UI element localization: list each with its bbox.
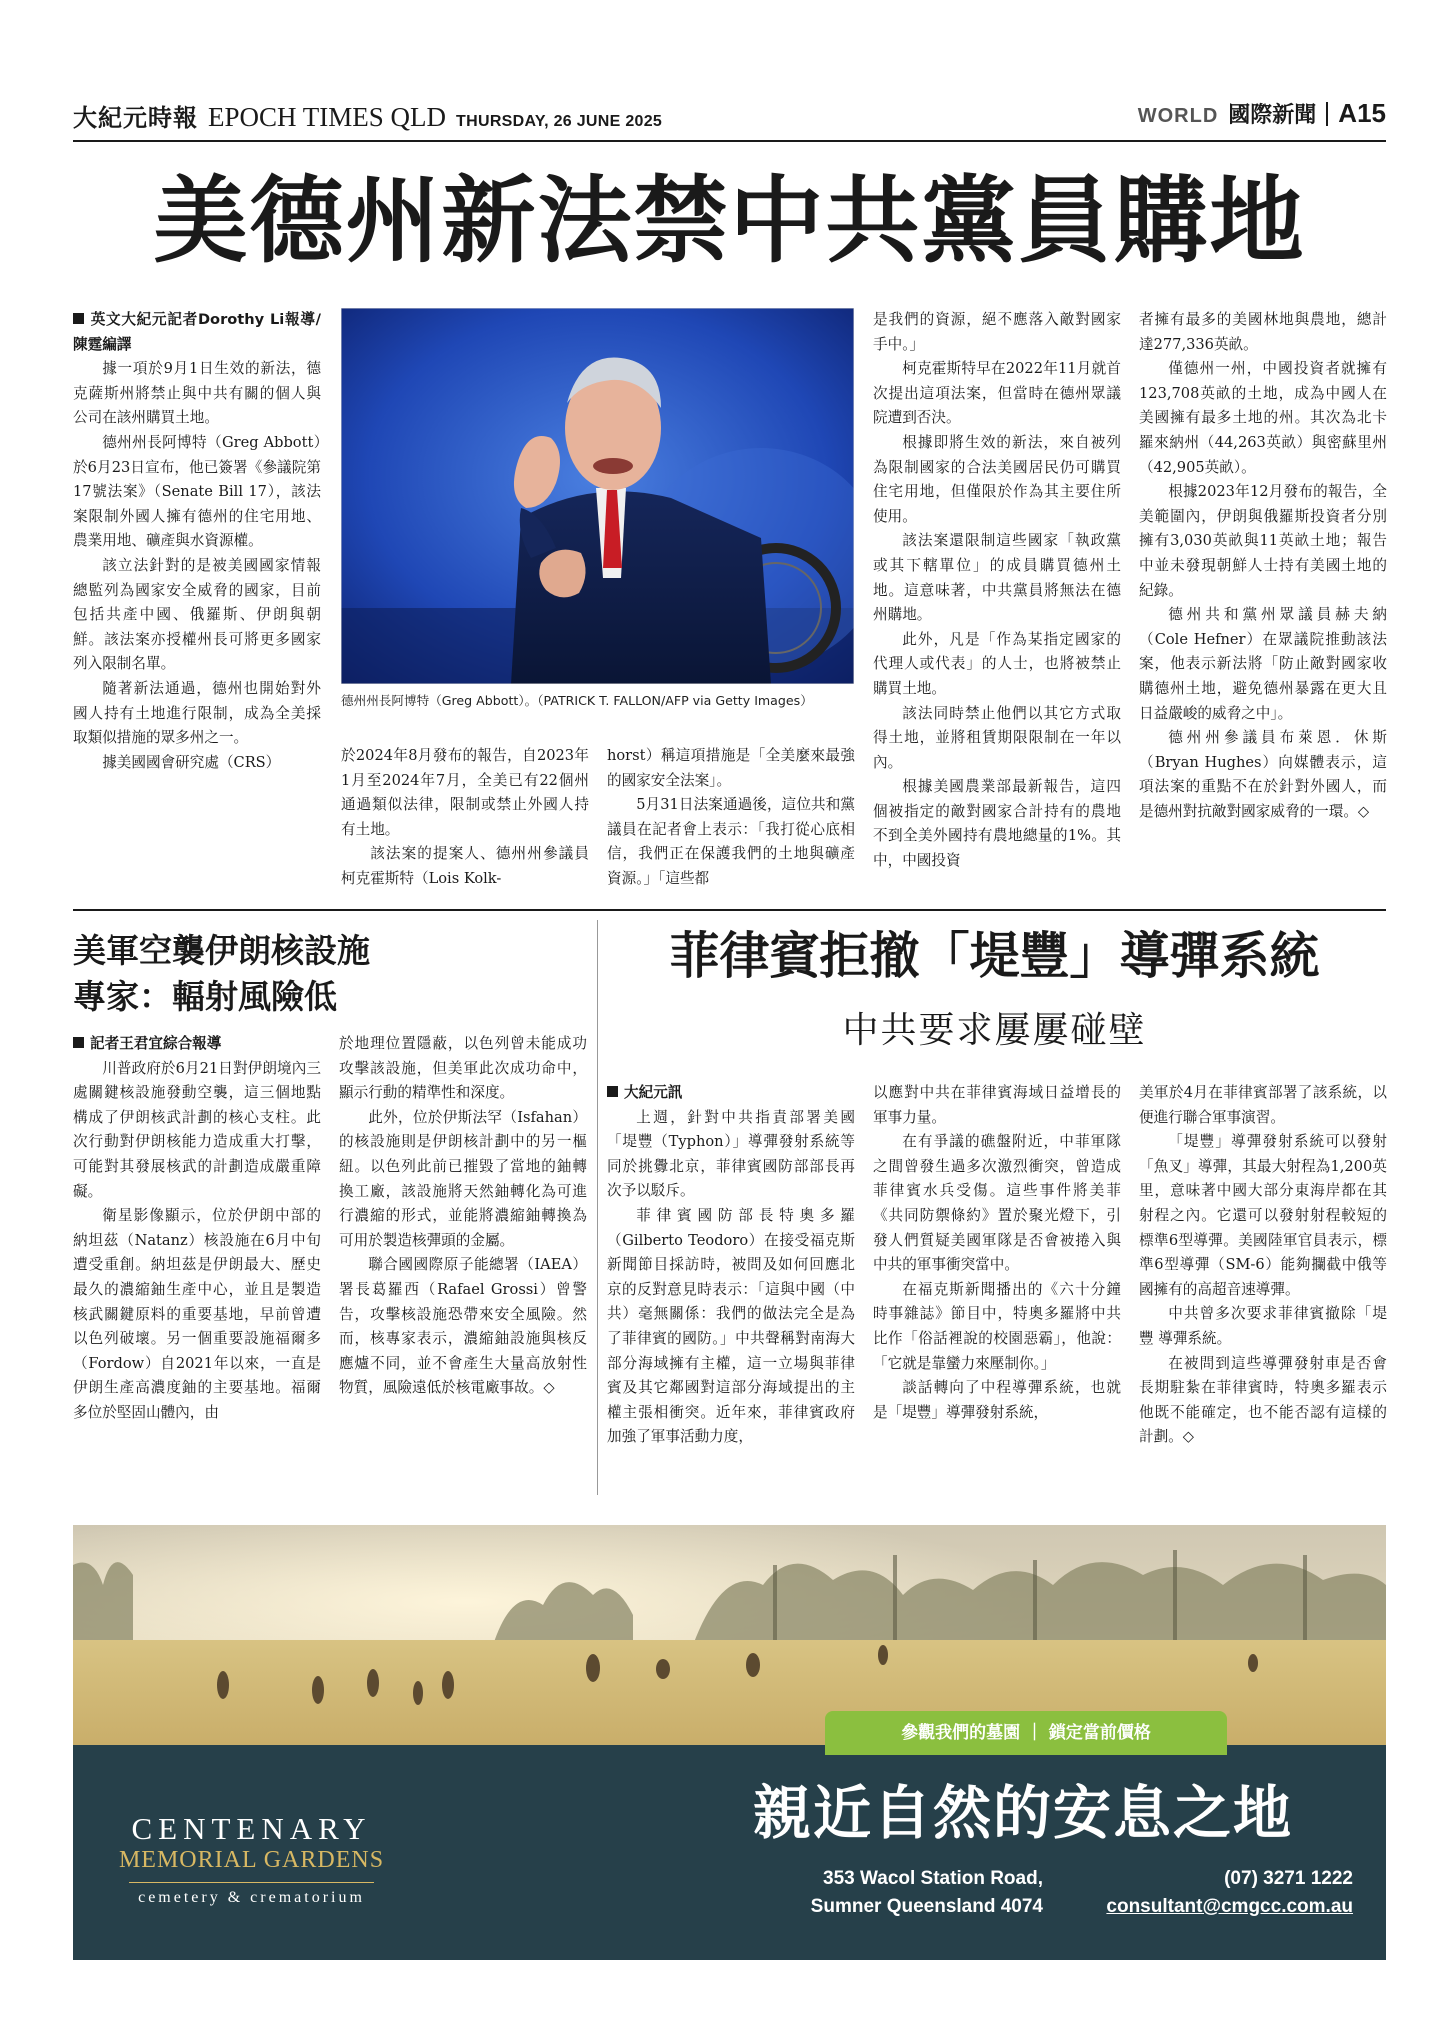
byline-square-icon	[607, 1086, 618, 1097]
article1-column-4	[873, 308, 1121, 874]
column-divider	[597, 920, 598, 1495]
ad-visit-banner[interactable]: 參觀我們的墓園 ｜ 鎖定當前價格	[825, 1711, 1227, 1755]
ad-logo-centenary: CENTENARY	[131, 1811, 372, 1846]
ad-logo-subtitle: cemetery & crematorium	[138, 1889, 365, 1906]
ad-phone[interactable]: (07) 3271 1222	[1224, 1868, 1353, 1889]
paragraph: 德州州參議員布萊恩．休斯（Bryan Hughes）向媒體表示，這項法案的重點不在於針對外國人，而是德州對抗敵對國家威脅的一環。◇	[1139, 729, 1387, 820]
paragraph: 中共曾多次要求菲律賓撤除「堤豐 導彈系統。	[1139, 1305, 1387, 1347]
paragraph: 在被問到這些導彈發射車是否會長期駐紮在菲律賓時，特奧多羅表示他既不能確定，也不能否認有這樣的計劃。◇	[1139, 1354, 1387, 1446]
article3-byline-text: 大紀元訊	[624, 1084, 683, 1101]
paragraph: 在有爭議的礁盤附近，中菲軍隊之間曾發生過多次激烈衝突，曾造成菲律賓水兵受傷。這些事件將美菲《共同防禦條約》置於聚光燈下，引發人們質疑美國軍隊是否會被捲入與中共的軍事衝突當中。	[873, 1133, 1121, 1274]
article3-column-3	[1139, 1081, 1387, 1450]
governor-photo-illustration	[341, 308, 854, 684]
paragraph: 聯合國國際原子能總署（IAEA）署長葛羅西（Rafael Grossi）曾警告，攻擊核設施恐帶來安全風險。然而，核專家表示，濃縮鈾設施與核反應爐不同，並不會產生大量高放射性物質，風險遠低於核電廠事故。◇	[339, 1256, 587, 1397]
page-number: A15	[1338, 98, 1386, 128]
paragraph: 根據美國農業部最新報告，這四個被指定的敵對國家合計持有的農地不到全美外國持有農地總量的1%。其中，中國投資	[873, 778, 1121, 870]
paragraph: 5月31日法案通過後，這位共和黨議員在記者會上表示：「我打從心底相信，我們正在保護我們的土地與礦產資源。」「這些都	[607, 796, 855, 887]
paragraph: 川普政府於6月21日對伊朗境內三處關鍵核設施發動空襲，這三個地點構成了伊朗核武計劃的核心支柱。此次行動對伊朗核能力造成重大打擊，可能對其發展核武的計劃造成嚴重障礙。	[73, 1059, 321, 1200]
paragraph: 衛星影像顯示，位於伊朗中部的納坦茲（Natanz）核設施在6月中旬遭受重創。納坦茲是伊朗最大、歷史最久的濃縮鈾生產中心，並且是製造核武關鍵原料的重要基地，早前曾遭以色列破壞。另一個重要設施福爾多（Fordow）自2021年以來，一直是伊朗生產高濃度鈾的主要基地。福爾多位於堅固山體內，由	[73, 1207, 321, 1421]
paragraph-continued: 是我們的資源，絕不應落入敵對國家手中。」	[873, 311, 1121, 353]
paragraph: 根據即將生效的新法，來自被列為限制國家的合法美國居民仍可購買住宅用地，但僅限於作為其主要住所使用。	[873, 433, 1121, 525]
section-label-zh: 國際新聞	[1228, 103, 1317, 128]
paragraph: 此外，凡是「作為某指定國家的代理人或代表」的人士，也將被禁止購買土地。	[873, 630, 1121, 697]
masthead-left	[73, 98, 662, 133]
governor-photo	[341, 308, 854, 684]
ad-email-link[interactable]: consultant@cmgcc.com.au	[1106, 1896, 1353, 1917]
paragraph: 根據2023年12月發布的報告，全美範圍內，伊朗與俄羅斯投資者分別擁有3,030英畝與11英畝土地；報告中並未發現朝鮮人士持有美國土地的紀錄。	[1139, 483, 1387, 599]
masthead-divider	[1326, 102, 1328, 126]
masthead	[73, 98, 1386, 142]
paragraph: 該法案還限制這些國家「執政黨或其下轄單位」的成員購買德州土地。這意味著，中共黨員將無法在德州購地。	[873, 532, 1121, 624]
paragraph: 上週，針對中共指責部署美國「堤豐（Typhon）」導彈發射系統等同於挑釁北京，菲律賓國防部部長再次予以駁斥。	[607, 1108, 855, 1200]
paragraph: 在福克斯新聞播出的《六十分鐘時事雜誌》節目中，特奧多羅將中共比作「俗話裡說的校園惡霸」，他說：「它就是靠蠻力來壓制你。」	[873, 1280, 1121, 1372]
paragraph: 該立法針對的是被美國國家情報總監列為國家安全威脅的國家，目前包括共產中國、俄羅斯、伊朗與朝鮮。該法案亦授權州長可將更多國家列入限制名單。	[73, 556, 321, 673]
article2-headline-line2: 專家：輻射風險低	[73, 977, 337, 1016]
photo-caption: 德州州長阿博特（Greg Abbott）。（PATRICK T. FALLON/AFP via Getty Images）	[341, 693, 813, 708]
byline-square-icon	[73, 313, 84, 324]
paragraph-continued: 於地理位置隱蔽，以色列曾未能成功攻擊該設施，但美軍此次成功命中，顯示行動的精準性和深度。	[339, 1035, 587, 1102]
article2-headline	[73, 928, 573, 1020]
section-divider	[73, 909, 1386, 911]
article3-column-1	[607, 1081, 855, 1450]
article1-column-2	[341, 744, 589, 892]
article1-column-3	[607, 744, 855, 892]
newspaper-brand: EPOCH TIMES QLD	[208, 102, 447, 132]
paragraph: 柯克霍斯特早在2022年11月就首次提出這項法案，但當時在德州眾議院遭到否決。	[873, 360, 1121, 427]
article2-column-2	[339, 1032, 587, 1401]
article2-byline-text: 記者王君宜綜合報導	[90, 1035, 222, 1052]
article3-column-2	[873, 1081, 1121, 1425]
ad-title: 親近自然的安息之地	[752, 1779, 1293, 1847]
article1-column-1	[73, 308, 321, 775]
cemetery-advertisement[interactable]	[73, 1525, 1386, 1960]
ad-contact	[1083, 1865, 1353, 1921]
paragraph-continued: 者擁有最多的美國林地與農地，總計達277,336英畝。	[1139, 311, 1387, 353]
article2-byline	[73, 1032, 321, 1057]
article2-headline-line1: 美軍空襲伊朗核設施	[73, 931, 370, 970]
paragraph: 該法案的提案人、德州州參議員柯克霍斯特（Lois Kolk-	[341, 845, 589, 887]
article3-subhead: 中共要求屢屢碰壁	[842, 1010, 1147, 1051]
paragraph: 談話轉向了中程導彈系統，也就是「堤豐」導彈發射系統，	[873, 1379, 1121, 1421]
article3-headline: 菲律賓拒撤「堤豐」導彈系統	[669, 927, 1320, 985]
paragraph: 「堤豐」導彈發射系統可以發射「魚叉」導彈，其最大射程為1,200英里，意味著中國大部分東海岸都在其射程之內。它還可以發射射程較短的標準6型導彈。美國陸軍官員表示，標準6型導彈（SM-6）能夠攔截中俄等國擁有的高超音速導彈。	[1139, 1133, 1387, 1298]
paragraph: 菲律賓國防部長特奧多羅（Gilberto Teodoro）在接受福克斯新聞節目採訪時，被問及如何回應北京的反對意見時表示：「這與中國（中共）毫無關係：我們的做法完全是為了菲律賓的國防。」中共聲稱對南海大部分海域擁有主權，這一立場與菲律賓及其它鄰國對這部分海域提出的主權主張相衝突。近年來，菲律賓政府加強了軍事活動力度，	[607, 1206, 855, 1446]
ad-logo-memorial-gardens: MEMORIAL GARDENS	[118, 1847, 385, 1873]
paragraph: 據美國國會研究處（CRS）	[102, 753, 281, 771]
paragraph-continued: horst）稱這項措施是「全美麼來最強的國家安全法案」。	[607, 747, 855, 789]
paragraph: 該法同時禁止他們以其它方式取得土地，並將租賃期限限制在一年以內。	[873, 704, 1121, 771]
article3-byline	[607, 1081, 855, 1106]
paragraph-continued: 於2024年8月發布的報告，自2023年1月至2024年7月，全美已有22個州通過類似法律，限制或禁止外國人持有土地。	[341, 747, 589, 838]
newspaper-logo: 大紀元時報	[73, 103, 198, 132]
paragraph: 隨著新法通過，德州也開始對外國人持有土地進行限制，成為全美採取類似措施的眾多州之一。	[73, 679, 321, 747]
article1-byline-text: 英文大紀元記者Dorothy Li報導/陳霆編譯	[73, 311, 321, 353]
paragraph-continued: 美軍於4月在菲律賓部署了該系統，以便進行聯合軍事演習。	[1139, 1084, 1387, 1126]
paragraph: 德州共和黨州眾議員赫夫納（Cole Hefner）在眾議院推動該法案，他表示新法將「防止敵對國家收購德州土地，避免德州暴露在更大且日益嚴峻的威脅之中」。	[1139, 606, 1387, 722]
ad-address-line1: 353 Wacol Station Road,	[823, 1868, 1043, 1889]
paragraph: 此外，位於伊斯法罕（Isfahan）的核設施則是伊朗核計劃中的另一樞紐。以色列此前已摧毀了當地的鈾轉換工廠，該設施將天然鈾轉化為可進行濃縮的形式，並能將濃縮鈾轉換為可用於製造核彈頭的金屬。	[339, 1108, 587, 1249]
article1-byline	[73, 308, 321, 357]
paragraph: 僅德州一州，中國投資者就擁有123,708英畝的土地，成為中國人在美國擁有最多土地的州。其次為北卡羅來納州（44,263英畝）與密蘇里州（42,905英畝）。	[1139, 360, 1387, 476]
masthead-right	[1138, 98, 1386, 129]
paragraph-continued: 以應對中共在菲律賓海域日益增長的軍事力量。	[873, 1084, 1121, 1126]
ad-address	[803, 1865, 1043, 1921]
article1-column-5	[1139, 308, 1387, 824]
ad-logo-divider	[129, 1882, 374, 1883]
article2-column-1	[73, 1032, 321, 1426]
byline-square-icon	[73, 1037, 84, 1048]
paragraph: 據一項於9月1日生效的新法，德克薩斯州將禁止與中共有關的個人與公司在該州購買土地。	[73, 360, 321, 427]
paragraph: 德州州長阿博特（Greg Abbott）於6月23日宣布，他已簽署《參議院第17號法案》（Senate Bill 17），該法案限制外國人擁有德州的住宅用地、農業用地、礦產與水資源權。	[73, 433, 321, 550]
section-label-en: WORLD	[1137, 105, 1219, 127]
ad-address-line2: Sumner Queensland 4074	[810, 1896, 1043, 1917]
issue-date: THURSDAY, 26 JUNE 2025	[456, 113, 663, 130]
main-headline: 美德州新法禁中共黨員購地	[153, 166, 1306, 276]
